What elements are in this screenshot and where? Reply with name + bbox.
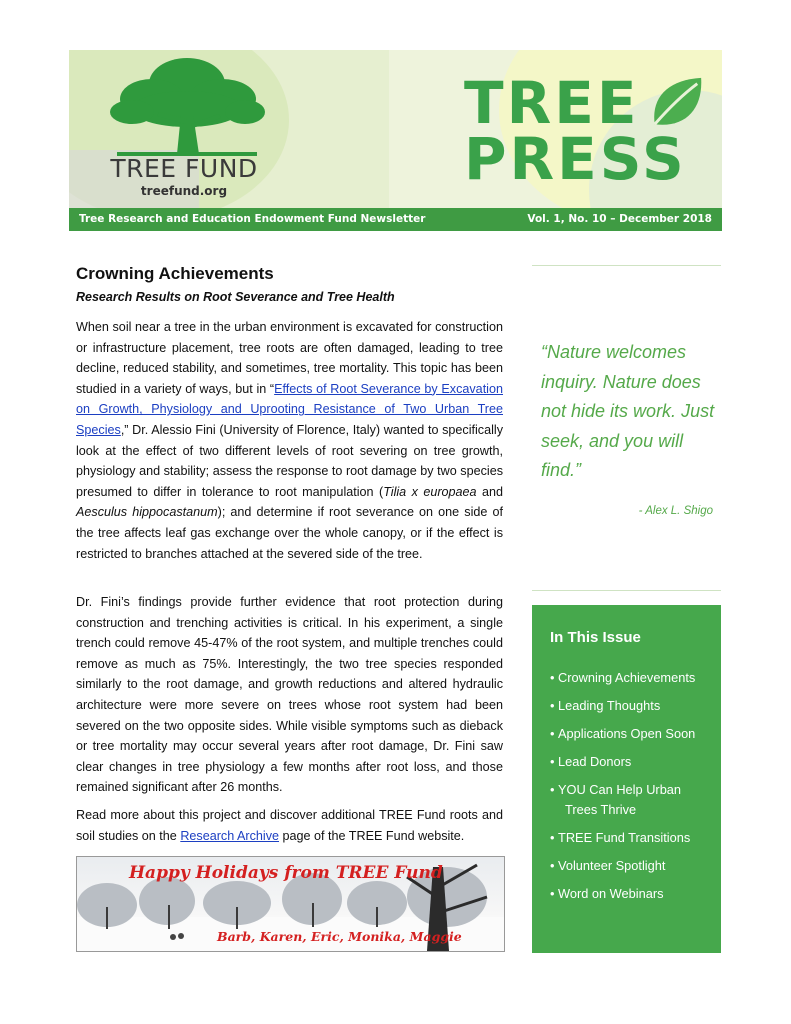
paragraph-text: ); and determine if root severance on one side of the tree affects leaf gas exchange over the whole canopy, or if the effect is restricted to branches attached at the severed side of the tree. (76, 505, 503, 561)
staff-names: Barb, Karen, Eric, Monika, Maggie (217, 929, 462, 944)
quote-author: - Alex L. Shigo (638, 505, 713, 517)
divider (532, 590, 721, 591)
study-link[interactable]: Effects of Root Severance by Excavation on Growth, Physiology and Uprooting Resistance of Two Urban Tree Species (76, 381, 503, 437)
paragraph-text: page of the TREE Fund website. (279, 828, 465, 843)
in-this-issue-title: In This Issue (550, 629, 641, 646)
holiday-greeting: Happy Holidays from TREE Fund (129, 863, 443, 883)
list-item[interactable] (550, 727, 718, 741)
list-item[interactable] (550, 783, 718, 817)
item-label-continued: Trees Thrive (565, 802, 637, 817)
article-title: Crowning Achievements (76, 264, 274, 283)
leaf-icon (647, 74, 705, 132)
research-archive-link[interactable]: Research Archive (180, 828, 280, 843)
item-label: • Volunteer Spotlight (558, 858, 666, 873)
newsletter-strip (69, 208, 722, 231)
item-label: • Applications Open Soon (558, 726, 696, 741)
pull-quote: “Nature welcomes inquiry. Nature does not hide its work. Just seek, and you will find.” (541, 342, 715, 480)
holiday-photo (76, 856, 505, 952)
masthead-title-line2: PRESS (464, 125, 687, 193)
logo-name: TREE FUND (110, 154, 258, 183)
paragraph-text: When soil near a tree in the urban environment is excavated for construction or infrastructure placement, tree roots are often damaged, leading to tree decline, reduced stability, and sometimes, tree mortality. This topic has been studied in a variety of ways, but in “ (76, 320, 503, 396)
issue-number: Vol. 1, No. 10 – December 2018 (527, 213, 712, 225)
item-label: • Lead Donors (558, 754, 632, 769)
divider (532, 265, 721, 266)
paragraph-text: Read more about this project and discover additional TREE Fund roots and soil studies on the (76, 808, 503, 843)
item-label: • TREE Fund Transitions (558, 830, 691, 845)
item-label: • Leading Thoughts (558, 698, 661, 713)
in-this-issue-box (532, 605, 721, 953)
article-paragraph-1 (76, 317, 503, 564)
paragraph-text: ,” Dr. Alessio Fini (University of Florence, Italy) wanted to specifically look at the effect of two different levels of root severing on tree growth, physiology and stability; assess the response to root damage by two species presumed to differ in tolerance to root manipulation ( (76, 422, 503, 499)
item-label: • Word on Webinars (558, 886, 664, 901)
list-item[interactable] (550, 755, 718, 769)
article-paragraph-3 (76, 805, 503, 846)
species-name: Tilia x europaea (383, 484, 477, 499)
item-label: • YOU Can Help Urban (558, 782, 682, 797)
list-item[interactable] (550, 671, 718, 685)
paragraph-text: and (476, 484, 504, 499)
masthead-banner (69, 50, 722, 208)
list-item[interactable] (550, 699, 718, 713)
item-label: • Crowning Achievements (558, 670, 696, 685)
masthead-title-line1: TREE (464, 69, 640, 137)
issue-list (550, 671, 718, 915)
list-item[interactable] (550, 859, 718, 873)
article-subtitle: Research Results on Root Severance and Tree Health (76, 290, 395, 304)
article-paragraph-2: Dr. Fini’s findings provide further evidence that root protection during construction and trenching activities is critical. In his experiment, a single trench could remove 45-47% of the root system, and multiple trenches could remove as much as 75%. Interestingly, the two tree species responded similarly to the root damage, and growth reductions and altered hydraulic architecture were more severe on trees whose root system had been severed on the two opposite sides. While visible symptoms such as dieback or tree mortality may occur several years after root damage, Dr. Fini saw clear changes in tree physiology a few months after root loss, and those remained significant after 26 months. (76, 595, 503, 795)
logo-url: treefund.org (140, 184, 228, 198)
list-item[interactable] (550, 831, 718, 845)
newsletter-name: Tree Research and Education Endowment Fund Newsletter (79, 213, 426, 225)
species-name: Aesculus hippocastanum (76, 505, 218, 520)
list-item[interactable] (550, 887, 718, 901)
tree-logo-icon (107, 54, 267, 159)
